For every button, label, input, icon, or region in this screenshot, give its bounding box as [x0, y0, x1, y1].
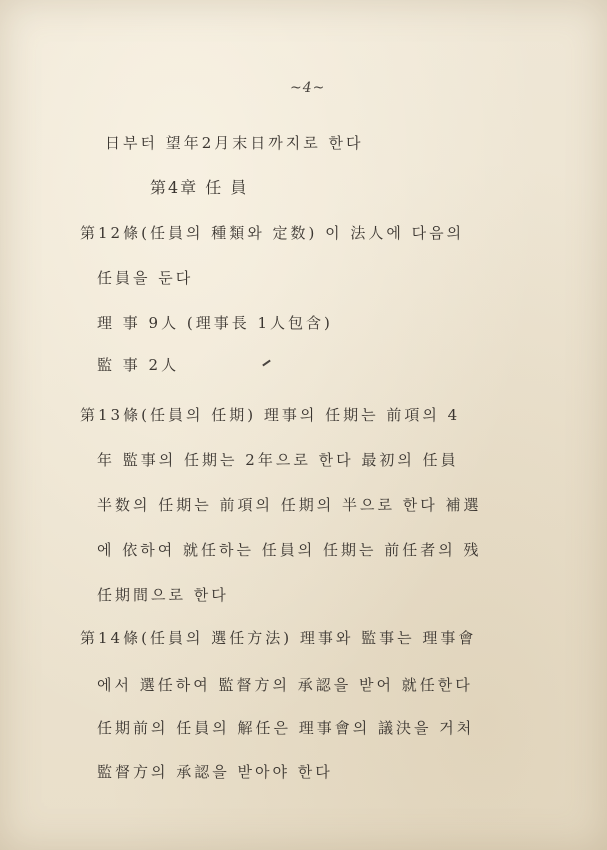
text-line-1: 日부터 望年2月末日까지로 한다 [105, 134, 364, 152]
text-line-10: 에 依하여 就任하는 任員의 任期는 前任者의 残 [97, 541, 482, 559]
page-number: ~4~ [290, 80, 326, 96]
text-line-8: 年 監事의 任期는 2年으로 한다 最初의 任員 [97, 451, 459, 469]
pen-mark [262, 360, 271, 367]
text-line-4: 任員을 둔다 [97, 269, 194, 287]
article-12-heading: 第12條(任員의 種類와 定数) 이 法人에 다음의 [80, 224, 465, 242]
director-count-line: 理 事 9人 (理事長 1人包含) [97, 314, 333, 332]
auditor-count-line: 監 事 2人 [97, 356, 180, 374]
text-line-14: 任期前의 任員의 解任은 理事會의 議決을 거처 [97, 719, 475, 737]
article-13-heading: 第13條(任員의 任期) 理事의 任期는 前項의 4 [80, 406, 461, 424]
article-14-heading: 第14條(任員의 選任方法) 理事와 監事는 理事會 [80, 629, 477, 647]
text-line-15: 監督方의 承認을 받아야 한다 [97, 763, 333, 781]
chapter-heading: 第4章 任 員 [150, 178, 249, 197]
text-line-13: 에서 選任하여 監督方의 承認을 받어 就任한다 [97, 676, 473, 694]
text-line-9: 半数의 任期는 前項의 任期의 半으로 한다 補選 [97, 496, 482, 514]
text-line-11: 任期間으로 한다 [97, 586, 229, 604]
